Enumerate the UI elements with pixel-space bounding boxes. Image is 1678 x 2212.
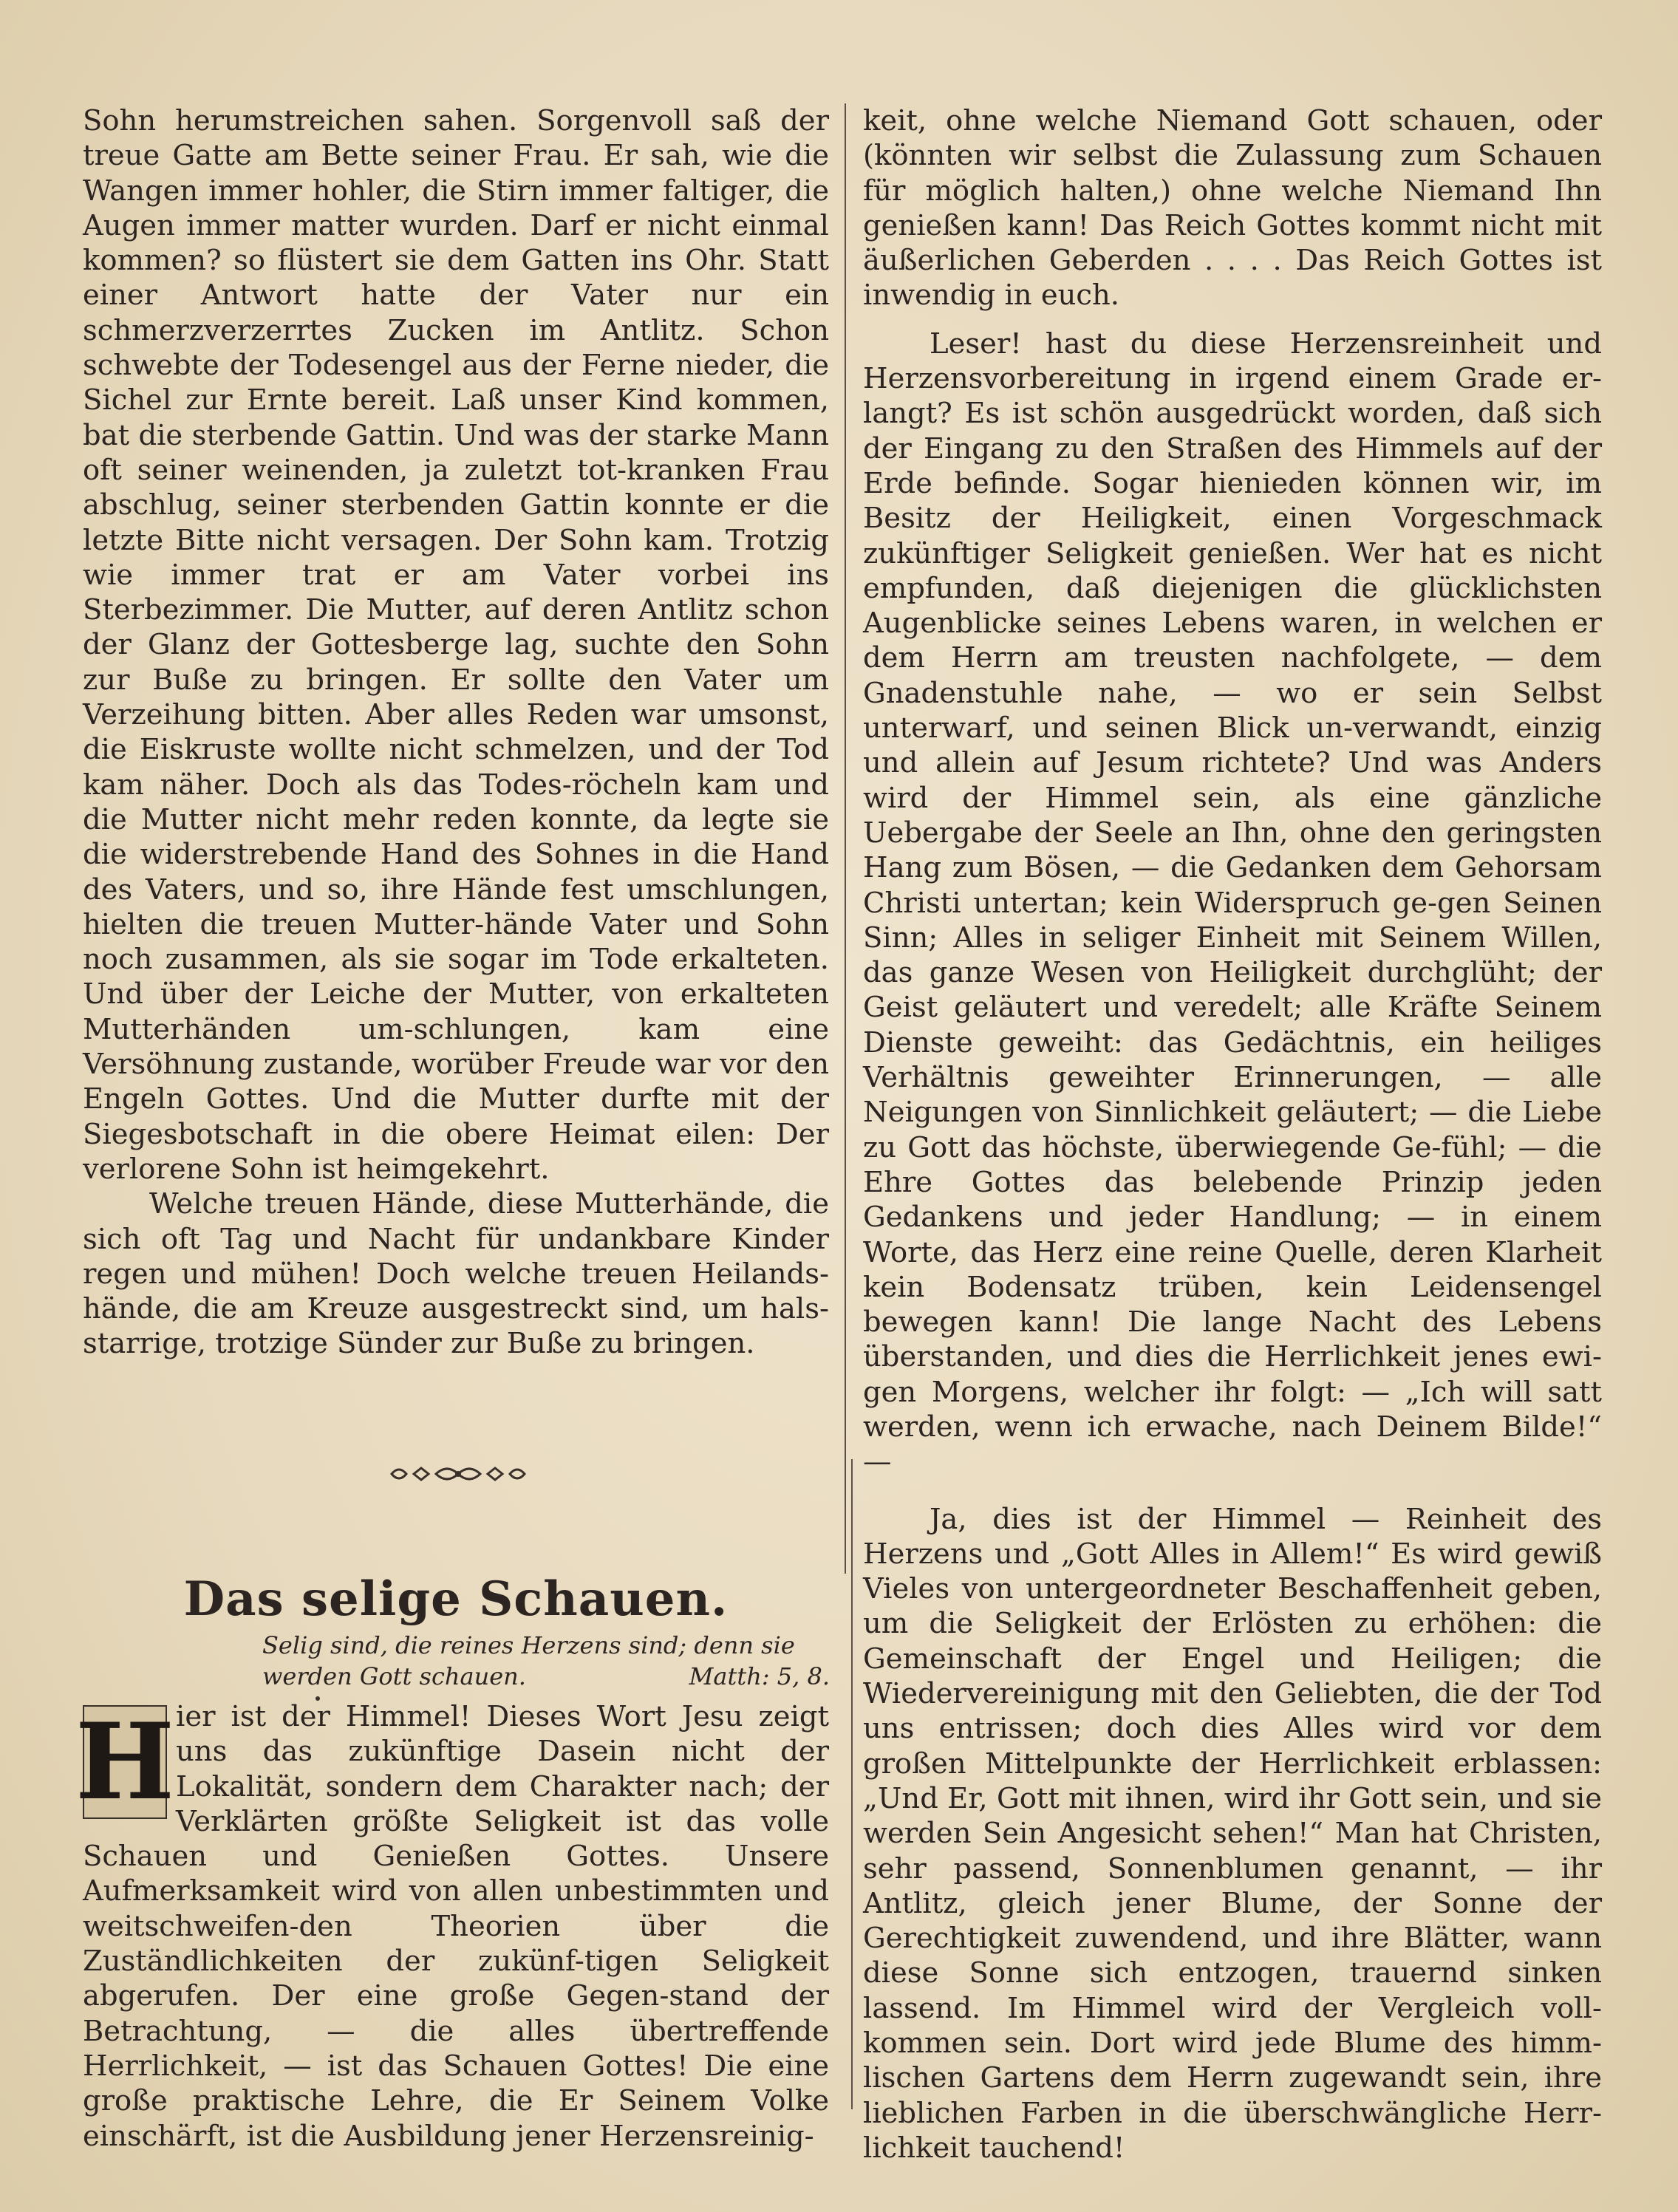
column-rule-lower (851, 1459, 853, 2109)
motto-reference: Matth: 5, 8. (689, 1662, 830, 1690)
left-column (83, 103, 829, 1362)
right-paragraph-1: keit, ohne welche Niemand Gott schauen, oder (könnten wir selbst die Zulassung zum Schauen für möglich halten,) ohne welche Niemand Ihn genießen kann! Das Reich Gottes kommt nicht mit äußerlichen Geberden . . . . Das Reich Gottes ist inwendig in euch. (863, 104, 1602, 313)
ornament-divider-icon (384, 1459, 532, 1489)
right-column (863, 103, 1602, 2165)
left-paragraph-1: Sohn herumstreichen sahen. Sorgenvoll saß der treue Gatte am Bette seiner Frau. Er sah, wie die Wangen immer hohler, die Stirn immer faltiger, die Augen immer matter wurden. Darf er nicht einmal kommen? so flüstert sie dem Gatten ins Ohr. Statt einer Antwort hatte der Vater nur ein schmerzverzerrtes Zucken im Antlitz. Schon schwebte der Todesengel aus der Ferne nieder, die Sichel zur Ernte bereit. Laß unser Kind kommen, bat die sterbende Gattin. Und was der starke Mann oft seiner weinenden, ja zuletzt tot-kranken Frau abschlug, seiner sterbenden Gattin konnte er die letzte Bitte nicht versagen. Der Sohn kam. Trotzig wie immer trat er am Vater vorbei ins Sterbezimmer. Die Mutter, auf deren Antlitz schon der Glanz der Gottesberge lag, suchte den Sohn zur Buße zu bringen. Er sollte den Vater um Verzeihung bitten. Aber alles Reden war umsonst, die Eiskruste wollte nicht schmelzen, und der Tod kam näher. Doch als das Todes-röcheln kam und die Mutter nicht mehr reden konnte, da legte sie die widerstrebende Hand des Sohnes in die Hand des Vaters, und so, ihre Hände fest umschlungen, hielten die treuen Mutter-hände Vater und Sohn noch zusammen, als sie sogar im Tode erkalteten. Und über der Leiche der Mutter, von erkalteten Mutterhänden um-schlungen, kam eine Versöhnung zustande, worüber Freude war vor den Engeln Gottes. Und die Mutter durfte mit der Siegesbotschaft in die obere Heimat eilen: Der verlorene Sohn ist heimgekehrt. (83, 104, 829, 1186)
article-motto (262, 1630, 830, 1692)
motto-text: Selig sind, die reines Herzens sind; denn sie werden Gott schauen. (262, 1631, 795, 1690)
dropcap-initial: H (75, 1701, 175, 1823)
column-rule (845, 103, 846, 1574)
article-body (75, 1699, 829, 2154)
right-paragraph-3: Ja, dies ist der Himmel — Reinheit des Herzens und „Gott Alles in Allem!“ Es wird gewiß Vieles von untergeordneter Beschaffenheit geben, um die Seligkeit der Erlösten zu erhöhen: die Gemeinschaft der Engel und Heiligen; die Wiedervereinigung mit den Geliebten, die der Tod uns entrissen; doch dies Alles wird vor dem großen Mittelpunkte der Herrlichkeit erblassen: „Und Er, Gott mit ihnen, wird ihr Gott sein, und sie werden Sein Angesicht sehen!“ Man hat Christen, sehr passend, Sonnenblumen genannt, — ihr Antlitz, gleich jener Blume, der Sonne der Gerechtigkeit zuwendend, und ihre Blätter, wann diese Sonne sich entzogen, trauernd sinken lassend. Im Himmel wird der Vergleich voll-kommen sein. Dort wird jede Blume des himm-lischen Gartens dem Herrn zugewandt sein, ihre lieblichen Farben in die überschwängliche Herr-lichkeit tauchend! (863, 1502, 1602, 2165)
article-title: Das selige Schauen. (183, 1571, 729, 1627)
article-first-paragraph: ier ist der Himmel! Dieses Wort Jesu zeigt uns das zukünftige Dasein nicht der Lokalität, sondern dem Charakter nach; der Verklärten größte Seligkeit ist das volle Schauen und Genießen Gottes. Unsere Aufmerksamkeit wird von allen unbestimmten und weitschweifen-den Theorien über die Zuständlichkeiten der zukünf-tigen Seligkeit abgerufen. Der eine große Gegen-stand der Betrachtung, — die alles übertreffende Herrlichkeit, — ist das Schauen Gottes! Die eine große praktische Lehre, die Er Seinem Volke einschärft, ist die Ausbildung jener Herzensreinig- (83, 1700, 829, 2153)
left-paragraph-2: Welche treuen Hände, diese Mutterhände, die sich oft Tag und Nacht für undankbare Kinder regen und mühen! Doch welche treuen Heilands-hände, die am Kreuze ausgestreckt sind, um hals-starrige, trotzige Sünder zur Buße zu bringen. (83, 1187, 829, 1361)
right-paragraph-2: Leser! hast du diese Herzensreinheit und Herzensvorbereitung in irgend einem Grade er-langt? Es ist schön ausgedrückt worden, daß sich der Eingang zu den Straßen des Himmels auf der Erde befinde. Sogar hienieden können wir, im Besitz der Heiligkeit, einen Vorgeschmack zukünftiger Seligkeit genießen. Wer hat es nicht empfunden, daß diejenigen die glücklichsten Augenblicke seines Lebens waren, in welchen er dem Herrn am treusten nachfolgete, — dem Gnadenstuhle nahe, — wo er sein Selbst unterwarf, und seinen Blick un-verwandt, einzig und allein auf Jesum richtete? Und was Anders wird der Himmel sein, als eine gänzliche Uebergabe der Seele an Ihn, ohne den geringsten Hang zum Bösen, — die Gedanken dem Gehorsam Christi untertan; kein Widerspruch ge-gen Seinen Sinn; Alles in seliger Einheit mit Seinem Willen, das ganze Wesen von Heiligkeit durchglüht; der Geist geläutert und veredelt; alle Kräfte Seinem Dienste geweiht: das Gedächtnis, ein heiliges Verhältnis geweihter Erinnerungen, — alle Neigungen von Sinnlichkeit geläutert; — die Liebe zu Gott das höchste, überwiegende Ge-fühl; — die Ehre Gottes das belebende Prinzip jeden Gedankens und jeder Handlung; — in einem Worte, das Herz eine reine Quelle, deren Klarheit kein Bodensatz trüben, kein Leidensengel bewegen kann! Die lange Nacht des Lebens überstanden, und dies die Herrlichkeit jenes ewi-gen Morgens, welcher ihr folgt: — „Ich will satt werden, wenn ich erwache, nach Deinem Bilde!“ — (863, 327, 1602, 1479)
